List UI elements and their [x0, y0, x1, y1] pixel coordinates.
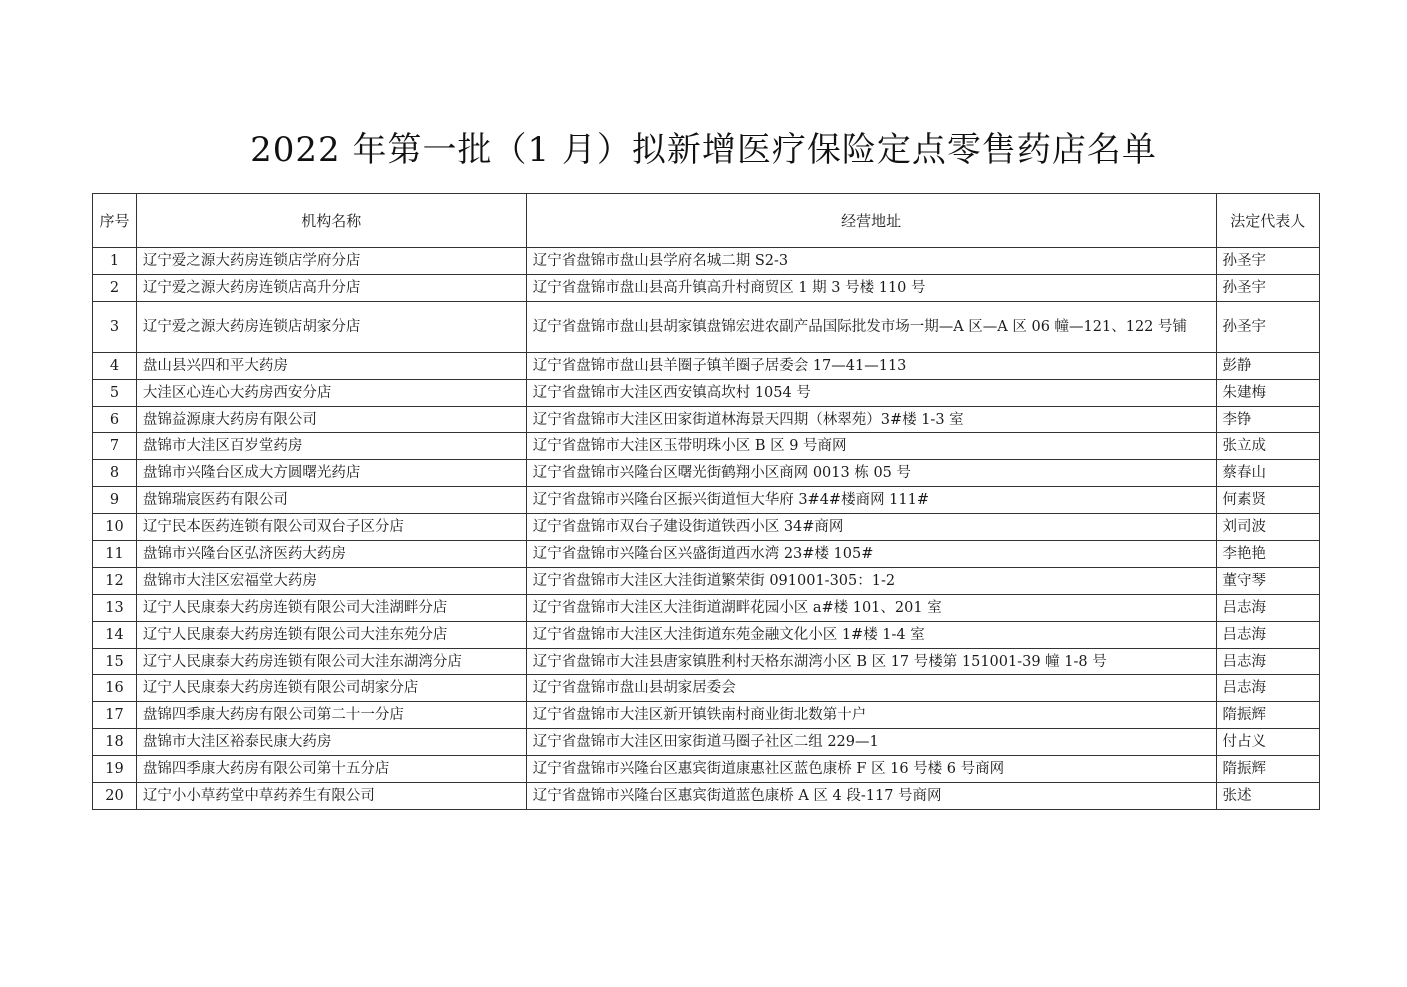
table-row: [93, 433, 1320, 460]
table-row: [93, 648, 1320, 675]
row-rep: 吕志海: [1216, 621, 1320, 648]
table-row: [93, 274, 1320, 301]
row-rep: 李艳艳: [1216, 541, 1320, 568]
row-rep: 李铮: [1216, 406, 1320, 433]
row-rep: 朱建梅: [1216, 379, 1320, 406]
row-address: 辽宁省盘锦市大洼区田家街道马圈子社区二组 229—1: [526, 729, 1216, 756]
table-row: [93, 460, 1320, 487]
row-name: 盘锦益源康大药房有限公司: [136, 406, 526, 433]
row-rep: 吕志海: [1216, 648, 1320, 675]
row-no: 5: [93, 379, 137, 406]
row-no: 14: [93, 621, 137, 648]
row-name: 盘山县兴四和平大药房: [136, 352, 526, 379]
row-no: 4: [93, 352, 137, 379]
row-name: 大洼区心连心大药房西安分店: [136, 379, 526, 406]
row-no: 3: [93, 301, 137, 352]
row-name: 辽宁人民康泰大药房连锁有限公司大洼湖畔分店: [136, 594, 526, 621]
row-name: 盘锦四季康大药房有限公司第十五分店: [136, 756, 526, 783]
row-name: 盘锦市兴隆台区弘济医药大药房: [136, 541, 526, 568]
row-address: 辽宁省盘锦市盘山县胡家镇盘锦宏进农副产品国际批发市场一期—A 区—A 区 06 幢—121、122 号铺: [526, 301, 1216, 352]
row-no: 7: [93, 433, 137, 460]
row-rep: 孙圣宇: [1216, 301, 1320, 352]
row-no: 15: [93, 648, 137, 675]
table-row: [93, 352, 1320, 379]
table-row: [93, 567, 1320, 594]
document-title: 2022 年第一批（1 月）拟新增医疗保险定点零售药店名单: [250, 130, 1157, 170]
table-row: [93, 248, 1320, 275]
row-name: 盘锦市兴隆台区成大方圆曙光药店: [136, 460, 526, 487]
row-rep: 隋振辉: [1216, 702, 1320, 729]
row-address: 辽宁省盘锦市盘山县高升镇高升村商贸区 1 期 3 号楼 110 号: [526, 274, 1216, 301]
row-no: 13: [93, 594, 137, 621]
row-no: 2: [93, 274, 137, 301]
row-rep: 刘司波: [1216, 514, 1320, 541]
row-rep: 蔡春山: [1216, 460, 1320, 487]
row-name: 辽宁人民康泰大药房连锁有限公司大洼东苑分店: [136, 621, 526, 648]
table-row: [93, 406, 1320, 433]
row-address: 辽宁省盘锦市兴隆台区曙光街鹤翔小区商网 0013 栋 05 号: [526, 460, 1216, 487]
row-address: 辽宁省盘锦市兴隆台区兴盛街道西水湾 23#楼 105#: [526, 541, 1216, 568]
row-no: 1: [93, 248, 137, 275]
row-name: 辽宁人民康泰大药房连锁有限公司胡家分店: [136, 675, 526, 702]
row-rep: 张述: [1216, 783, 1320, 810]
row-address: 辽宁省盘锦市大洼区新开镇铁南村商业街北数第十户: [526, 702, 1216, 729]
row-no: 10: [93, 514, 137, 541]
row-rep: 何素贤: [1216, 487, 1320, 514]
row-rep: 董守琴: [1216, 567, 1320, 594]
row-no: 11: [93, 541, 137, 568]
pharmacy-list-table: [92, 193, 1320, 810]
row-name: 盘锦四季康大药房有限公司第二十一分店: [136, 702, 526, 729]
row-name: 辽宁民本医药连锁有限公司双台子区分店: [136, 514, 526, 541]
row-no: 9: [93, 487, 137, 514]
row-rep: 吕志海: [1216, 594, 1320, 621]
row-rep: 彭静: [1216, 352, 1320, 379]
row-name: 盘锦瑞宸医药有限公司: [136, 487, 526, 514]
row-address: 辽宁省盘锦市兴隆台区惠宾街道康惠社区蓝色康桥 F 区 16 号楼 6 号商网: [526, 756, 1216, 783]
row-rep: 隋振辉: [1216, 756, 1320, 783]
row-name: 盘锦市大洼区百岁堂药房: [136, 433, 526, 460]
row-address: 辽宁省盘锦市大洼区田家街道林海景天四期（林翠苑）3#楼 1-3 室: [526, 406, 1216, 433]
table-row: [93, 379, 1320, 406]
table-row: [93, 675, 1320, 702]
row-address: 辽宁省盘锦市大洼县唐家镇胜利村天格东湖湾小区 B 区 17 号楼第 151001-39 幢 1-8 号: [526, 648, 1216, 675]
row-address: 辽宁省盘锦市盘山县胡家居委会: [526, 675, 1216, 702]
row-no: 20: [93, 783, 137, 810]
row-rep: 孙圣宇: [1216, 274, 1320, 301]
table-row: [93, 541, 1320, 568]
table-header-row: [93, 194, 1320, 248]
row-rep: 孙圣宇: [1216, 248, 1320, 275]
row-no: 8: [93, 460, 137, 487]
table-row: [93, 301, 1320, 352]
row-name: 辽宁爱之源大药房连锁店高升分店: [136, 274, 526, 301]
row-no: 16: [93, 675, 137, 702]
row-address: 辽宁省盘锦市兴隆台区振兴街道恒大华府 3#4#楼商网 111#: [526, 487, 1216, 514]
table-row: [93, 487, 1320, 514]
table-row: [93, 702, 1320, 729]
row-address: 辽宁省盘锦市盘山县学府名城二期 S2-3: [526, 248, 1216, 275]
table-row: [93, 783, 1320, 810]
row-name: 盘锦市大洼区宏福堂大药房: [136, 567, 526, 594]
row-no: 19: [93, 756, 137, 783]
row-name: 辽宁爱之源大药房连锁店学府分店: [136, 248, 526, 275]
row-name: 辽宁小小草药堂中草药养生有限公司: [136, 783, 526, 810]
row-rep: 张立成: [1216, 433, 1320, 460]
row-address: 辽宁省盘锦市兴隆台区惠宾街道蓝色康桥 A 区 4 段-117 号商网: [526, 783, 1216, 810]
table-row: [93, 729, 1320, 756]
row-address: 辽宁省盘锦市大洼区大洼街道繁荣街 091001-305：1-2: [526, 567, 1216, 594]
table-row: [93, 621, 1320, 648]
row-address: 辽宁省盘锦市大洼区玉带明珠小区 B 区 9 号商网: [526, 433, 1216, 460]
row-no: 6: [93, 406, 137, 433]
table-row: [93, 594, 1320, 621]
table-row: [93, 756, 1320, 783]
row-name: 辽宁爱之源大药房连锁店胡家分店: [136, 301, 526, 352]
row-address: 辽宁省盘锦市盘山县羊圈子镇羊圈子居委会 17—41—113: [526, 352, 1216, 379]
row-address: 辽宁省盘锦市大洼区西安镇高坎村 1054 号: [526, 379, 1216, 406]
table-row: [93, 514, 1320, 541]
row-no: 12: [93, 567, 137, 594]
header-no: 序号: [93, 194, 137, 248]
row-name: 辽宁人民康泰大药房连锁有限公司大洼东湖湾分店: [136, 648, 526, 675]
header-address: 经营地址: [526, 194, 1216, 248]
row-rep: 付占义: [1216, 729, 1320, 756]
row-address: 辽宁省盘锦市大洼区大洼街道东苑金融文化小区 1#楼 1-4 室: [526, 621, 1216, 648]
row-name: 盘锦市大洼区裕泰民康大药房: [136, 729, 526, 756]
row-rep: 吕志海: [1216, 675, 1320, 702]
header-rep: 法定代表人: [1216, 194, 1320, 248]
row-address: 辽宁省盘锦市大洼区大洼街道湖畔花园小区 a#楼 101、201 室: [526, 594, 1216, 621]
header-name: 机构名称: [136, 194, 526, 248]
row-address: 辽宁省盘锦市双台子建设街道铁西小区 34#商网: [526, 514, 1216, 541]
row-no: 17: [93, 702, 137, 729]
row-no: 18: [93, 729, 137, 756]
